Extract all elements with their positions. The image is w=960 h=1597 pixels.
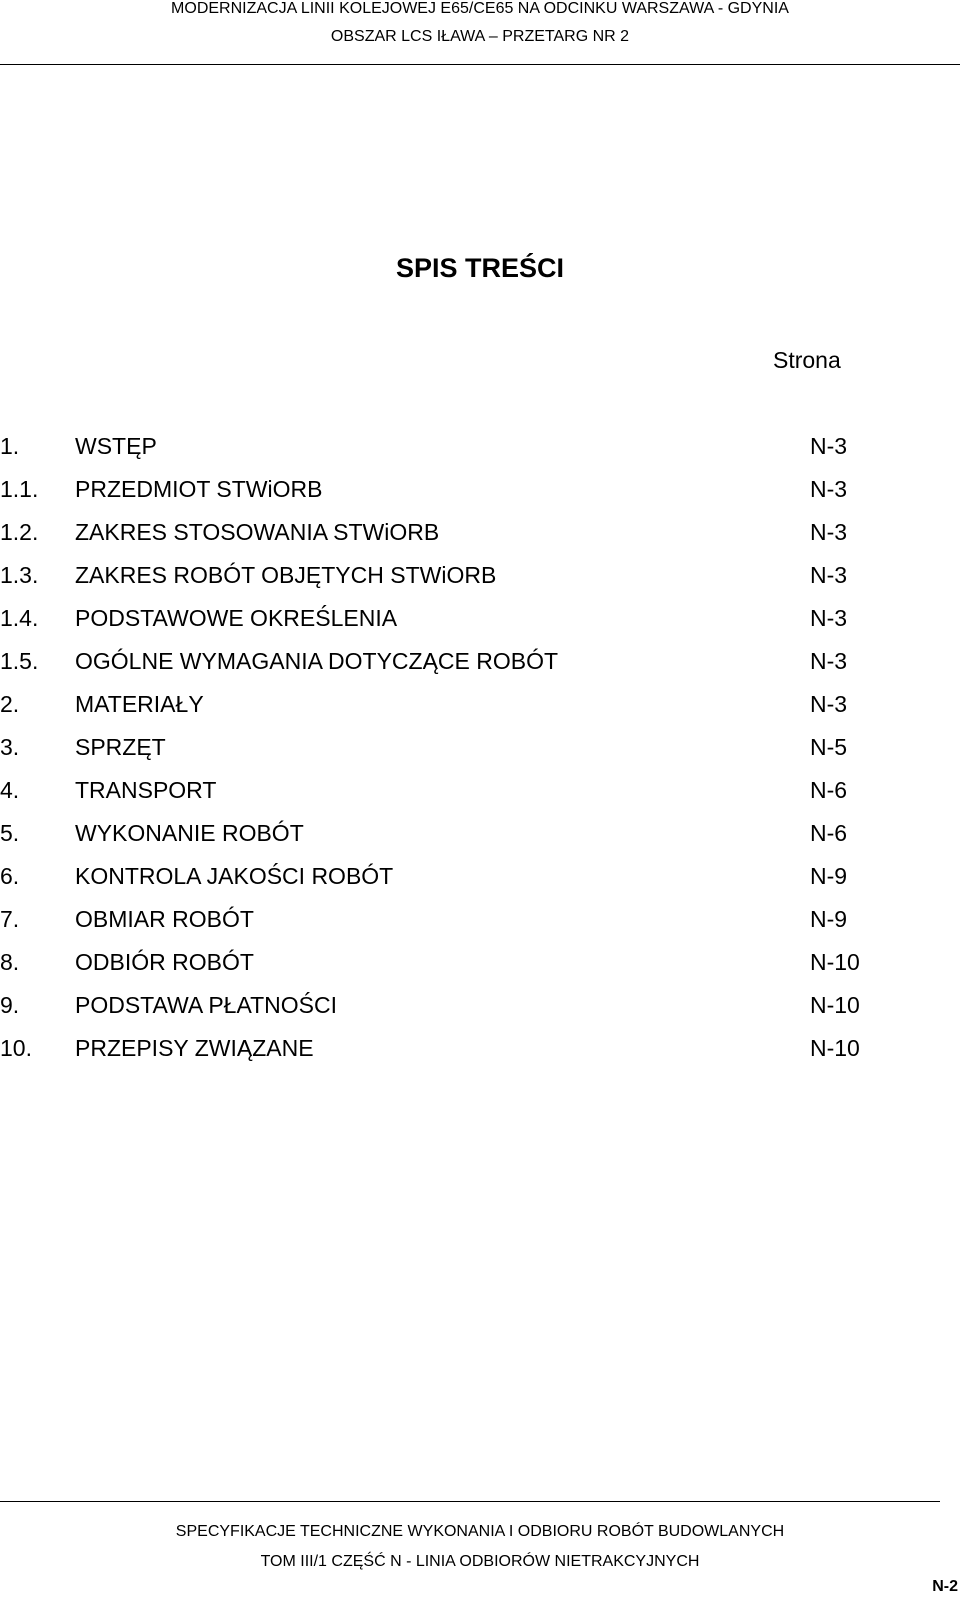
toc-entry-title: PODSTAWA PŁATNOŚCI	[75, 992, 337, 1018]
toc-entry-page: N-3	[810, 476, 848, 502]
toc-entry-number: 1.4.	[0, 605, 39, 631]
toc-entry	[0, 561, 960, 604]
header-divider	[0, 64, 960, 65]
toc-entry-number: 3.	[0, 734, 20, 760]
toc-entry-page: N-3	[810, 519, 848, 545]
header-project-subtitle: OBSZAR LCS IŁAWA – PRZETARG NR 2	[330, 28, 630, 45]
toc-entry	[0, 862, 960, 905]
toc-entry-number: 1.3.	[0, 562, 39, 588]
toc-entry-title: SPRZĘT	[75, 734, 166, 760]
page-header	[0, 0, 960, 66]
toc-entry	[0, 1034, 960, 1077]
toc-entry-number: 8.	[0, 949, 20, 975]
toc-entry-title: KONTROLA JAKOŚCI ROBÓT	[75, 863, 394, 889]
header-project-title: MODERNIZACJA LINII KOLEJOWEJ E65/CE65 NA ODCINKU WARSZAWA - GDYNIA	[171, 0, 789, 17]
toc-title: SPIS TREŚCI	[395, 253, 565, 283]
toc-entry	[0, 948, 960, 991]
toc-entry-title: ODBIÓR ROBÓT	[75, 949, 254, 975]
footer-volume-title: TOM III/1 CZĘŚĆ N - LINIA ODBIORÓW NIETRAKCYJNYCH	[260, 1553, 700, 1570]
toc-entry-page: N-6	[810, 820, 848, 846]
toc-entry-page: N-3	[810, 433, 848, 459]
toc-page-column-label: Strona	[773, 347, 841, 373]
toc-entry-title: ZAKRES STOSOWANIA STWiORB	[75, 519, 440, 545]
toc-entry	[0, 991, 960, 1034]
toc-entry-page: N-3	[810, 648, 848, 674]
toc-entry-title: ZAKRES ROBÓT OBJĘTYCH STWiORB	[75, 562, 497, 588]
toc-entry-number: 4.	[0, 777, 20, 803]
toc-entry-page: N-3	[810, 691, 848, 717]
toc-entry-number: 1.5.	[0, 648, 39, 674]
toc-entry	[0, 432, 960, 475]
toc-entry-title: WSTĘP	[75, 433, 157, 459]
toc-entry	[0, 690, 960, 733]
toc-entry-page: N-6	[810, 777, 848, 803]
toc-entry-number: 2.	[0, 691, 20, 717]
toc-entry-number: 5.	[0, 820, 20, 846]
toc-entry	[0, 776, 960, 819]
toc-entry-page: N-9	[810, 906, 848, 932]
toc-entry-number: 10.	[0, 1035, 32, 1061]
toc-entry	[0, 475, 960, 518]
toc-entry-title: OBMIAR ROBÓT	[75, 906, 254, 932]
toc-entry-number: 6.	[0, 863, 20, 889]
toc-entry-title: PODSTAWOWE OKREŚLENIA	[75, 605, 398, 631]
toc-entry-title: PRZEPISY ZWIĄZANE	[75, 1035, 314, 1061]
toc-entry	[0, 647, 960, 690]
toc-entry-number: 9.	[0, 992, 20, 1018]
toc-entry-title: TRANSPORT	[75, 777, 217, 803]
footer-divider	[0, 1501, 940, 1502]
toc-entry-page: N-9	[810, 863, 848, 889]
toc-entry	[0, 518, 960, 561]
table-of-contents	[0, 432, 960, 1077]
footer-spec-title: SPECYFIKACJE TECHNICZNE WYKONANIA I ODBIORU ROBÓT BUDOWLANYCH	[175, 1523, 785, 1540]
toc-entry-title: MATERIAŁY	[75, 691, 204, 717]
toc-entry	[0, 905, 960, 948]
toc-entry-number: 7.	[0, 906, 20, 932]
toc-entry	[0, 733, 960, 776]
toc-entry-number: 1.2.	[0, 519, 39, 545]
toc-entry-page: N-3	[810, 562, 848, 588]
toc-entry-title: OGÓLNE WYMAGANIA DOTYCZĄCE ROBÓT	[75, 648, 559, 674]
toc-entry-page: N-10	[810, 992, 860, 1018]
toc-entry-title: PRZEDMIOT STWiORB	[75, 476, 323, 502]
toc-entry-page: N-10	[810, 949, 860, 975]
toc-entry-page: N-3	[810, 605, 848, 631]
page-number: N-2	[932, 1578, 958, 1595]
toc-entry-number: 1.1.	[0, 476, 39, 502]
toc-entry	[0, 819, 960, 862]
toc-entry-number: 1.	[0, 433, 20, 459]
toc-entry-title: WYKONANIE ROBÓT	[75, 820, 304, 846]
toc-entry-page: N-10	[810, 1035, 860, 1061]
toc-entry-page: N-5	[810, 734, 848, 760]
toc-entry	[0, 604, 960, 647]
